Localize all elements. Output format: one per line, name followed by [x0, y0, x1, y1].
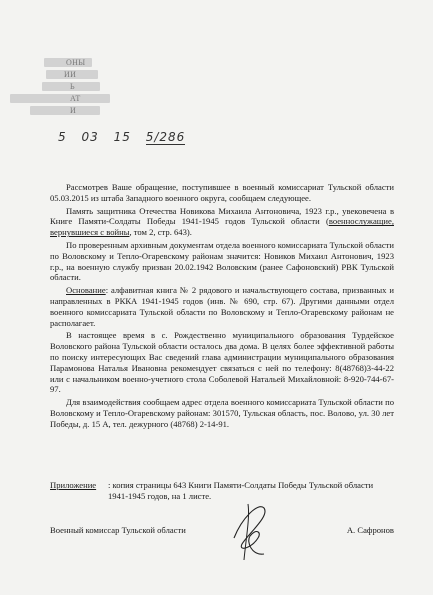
- handwritten-date-and-number: [58, 130, 195, 145]
- paragraph-intro: Рассмотрев Ваше обращение, поступившее в военный комиссариат Тульской области 05.03.2015 из штаба Западного военного округа, сообщаем следующее.: [50, 182, 394, 203]
- text-fragment: : алфавитная книга № 2 рядового и начальствующего состава, призванных и направленных в РККА 1941-1945 годов (инв. № 690, стр. 67). Другими данными отдел военного комиссариата Тульской области по Воловскому и Тепло-Огаревскому районам не располагает.: [50, 285, 394, 328]
- registration-number: 5/286: [145, 130, 186, 144]
- date-day: 5: [58, 130, 67, 144]
- text-fragment: Память защитника Отечества Новикова Михаила Антоновича, 1923 г.р., увековечена в Книге Памяти-Солдаты Победы 1941-1945 годов Тульской области (: [50, 205, 394, 227]
- paragraph-basis: [50, 285, 394, 328]
- appendix-label: Приложение: [50, 480, 97, 490]
- letter-body: [50, 182, 394, 432]
- date-year: 15: [113, 130, 131, 144]
- signature-mark: [228, 498, 272, 562]
- appendix: [50, 480, 394, 502]
- date-month: 03: [81, 130, 99, 144]
- letterhead-text: Ь: [70, 82, 75, 91]
- letterhead-text: АТ: [70, 94, 81, 103]
- letterhead-line: [10, 94, 110, 103]
- letterhead-text: ИИ: [64, 70, 77, 79]
- signatory-name: А. Сафронов: [346, 525, 394, 535]
- letterhead-line: [30, 106, 100, 115]
- signatory-title: Военный комиссар Тульской области: [50, 525, 186, 535]
- paragraph-memory-book: [50, 206, 394, 238]
- letterhead-text: И: [70, 106, 77, 115]
- underlined-text: военнослужащие, вернувшиеся с войны: [50, 216, 394, 238]
- text-fragment: , том 2, стр. 643).: [129, 227, 192, 238]
- paragraph-address: Для взаимодействия сообщаем адрес отдела военного комиссариата Тульской области по Воловскому и Тепло-Огаревскому районам: 301570, Тульская область, пос. Волово, ул. 30 лет Победы, д. 15 А, тел. дежурного (48768) 2-14-91.: [50, 397, 394, 429]
- letterhead-text: ОНЫ: [66, 58, 86, 67]
- basis-label: Основание: [66, 285, 106, 296]
- paragraph-archive: По проверенным архивным документам отдела военного комиссариата Тульской области по Воловскому и Тепло-Огаревскому районам значится: Новиков Михаил Антонович, 1923 г.р., на военную службу призван 20.02.1942 Воловским (ранее Сафоновский) РВК Тульской области.: [50, 239, 394, 283]
- paragraph-contacts: В настоящее время в с. Рождественно муниципального образования Турдейское Воловского района Тульской области осталось два дома. В целях более эффективной работы по поиску интересующих Вас сведений глава администрации муниципального образования Парамонова Наталья Ивановна рекомендует связаться с ней по телефону: 8(48768)3-44-22 или с начальником военно-учетного стола Соболевой Натальей Михайловной: 8-920-744-67-97.: [50, 330, 394, 395]
- appendix-text: : копия страницы 643 Книги Памяти-Солдаты Победы Тульской области 1941-1945 годов, на 1 листе.: [108, 480, 374, 501]
